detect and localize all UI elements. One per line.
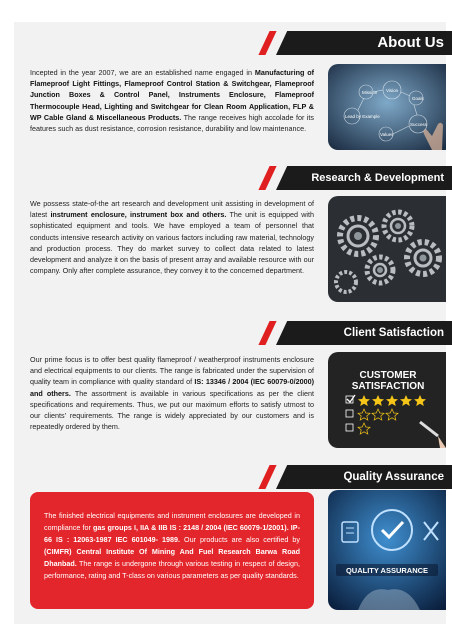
quality-certifier: (CIMFR) Central Institute Of Mining And Fuel Research Barwa Road Dhanbad. [44,547,300,568]
about-features: The range receives high accolade for its features such as dust resistance, corrosion resistance, durability and low maintenance. [30,112,315,134]
about-text [30,67,314,134]
about-intro: Incepted in the year 2007, we are an established name engaged in [30,68,252,77]
client-image-label-customer: CUSTOMER [359,370,417,381]
client-standard: IS: 13346 / 2004 (IEC 60079-0/2000) and others. [30,377,314,398]
about-image-label-mission: Mission [362,90,378,95]
quality-header [258,465,452,489]
quality-certified: Our products are also certified by [184,535,300,544]
client-header [258,321,452,345]
research-intro: We possess state-of-the art research and development unit assisting in development of latest [30,199,314,220]
research-details: The unit is equipped with sophisticated equipment and tools. We have employed a team of personnel that conducts intensive research activity on various factors including raw material, technology and production process. They do market survey to collect data related to latest development and analyze it on the basis of present array and available resource with our company. Only after complete assurance, they convey it to the concerned department. [30,210,315,276]
quality-assurance-image [328,490,446,610]
quality-text-box [30,492,314,609]
client-text [30,354,314,432]
research-gears-image [328,196,446,302]
quality-standards: gas groups I, IIA & IIB IS : 2148 / 2004 (IEC 60079-1/2001). IP-66 IS : 12063-1987 IEC 601049- 1989. [44,523,300,544]
quality-intro: The finished electrical equipments and instrument enclosures are developed in compliance for [44,511,300,532]
research-products: instrument enclosure, instrument box and others. [50,210,227,220]
client-image-label-satisfaction: SATISFACTION [351,381,425,392]
client-title: Client Satisfaction [343,327,444,339]
research-header [258,166,452,190]
about-image-label-lead: Lead by Example [345,114,380,119]
quality-title: Quality Assurance [343,471,444,483]
research-text [30,198,314,276]
about-image-label-goals: Goals [412,96,424,101]
quality-image-label: QUALITY ASSURANCE [345,566,429,575]
about-header [258,31,452,55]
about-image-label-values: Values [380,132,394,137]
research-title: Research & Development [311,172,444,184]
client-intro: Our prime focus is to offer best quality flameproof / weatherproof instruments enclosure and electrical equipments to our clients. The range is fabricated under the supervision of quality team in compliance with quality standard of [30,355,314,387]
about-products: Manufacturing of Flameproof Light Fittings, Flameproof Control Station & Switchgear, Flameproof Junction Boxes & Control Panel, Instruments Enclosure, Flameproof Thermocouple Head, Lighting and Switchgear for Clean Room Application, FLP & WP Cable Gland & Miscellaneous Products. [30,68,314,122]
quality-testing: The range is undergone through various testing in respect of design, performance, rating and T-class on various parameters as per quality standards. [44,559,300,580]
about-image [328,64,446,150]
about-title: About Us [377,34,444,51]
about-image-label-success: Success [410,122,428,127]
quality-text [44,510,300,582]
client-details: The assortment is available in various specifications as per the client specifications and requirements. Thus, we put our maximum efforts to satisfy utmost to our clients' requirements. The range is widely appreciated by our customers and is repeatedly ordered by them. [30,388,314,432]
client-satisfaction-image [328,352,446,448]
about-image-label-vision: Vision [386,88,399,93]
